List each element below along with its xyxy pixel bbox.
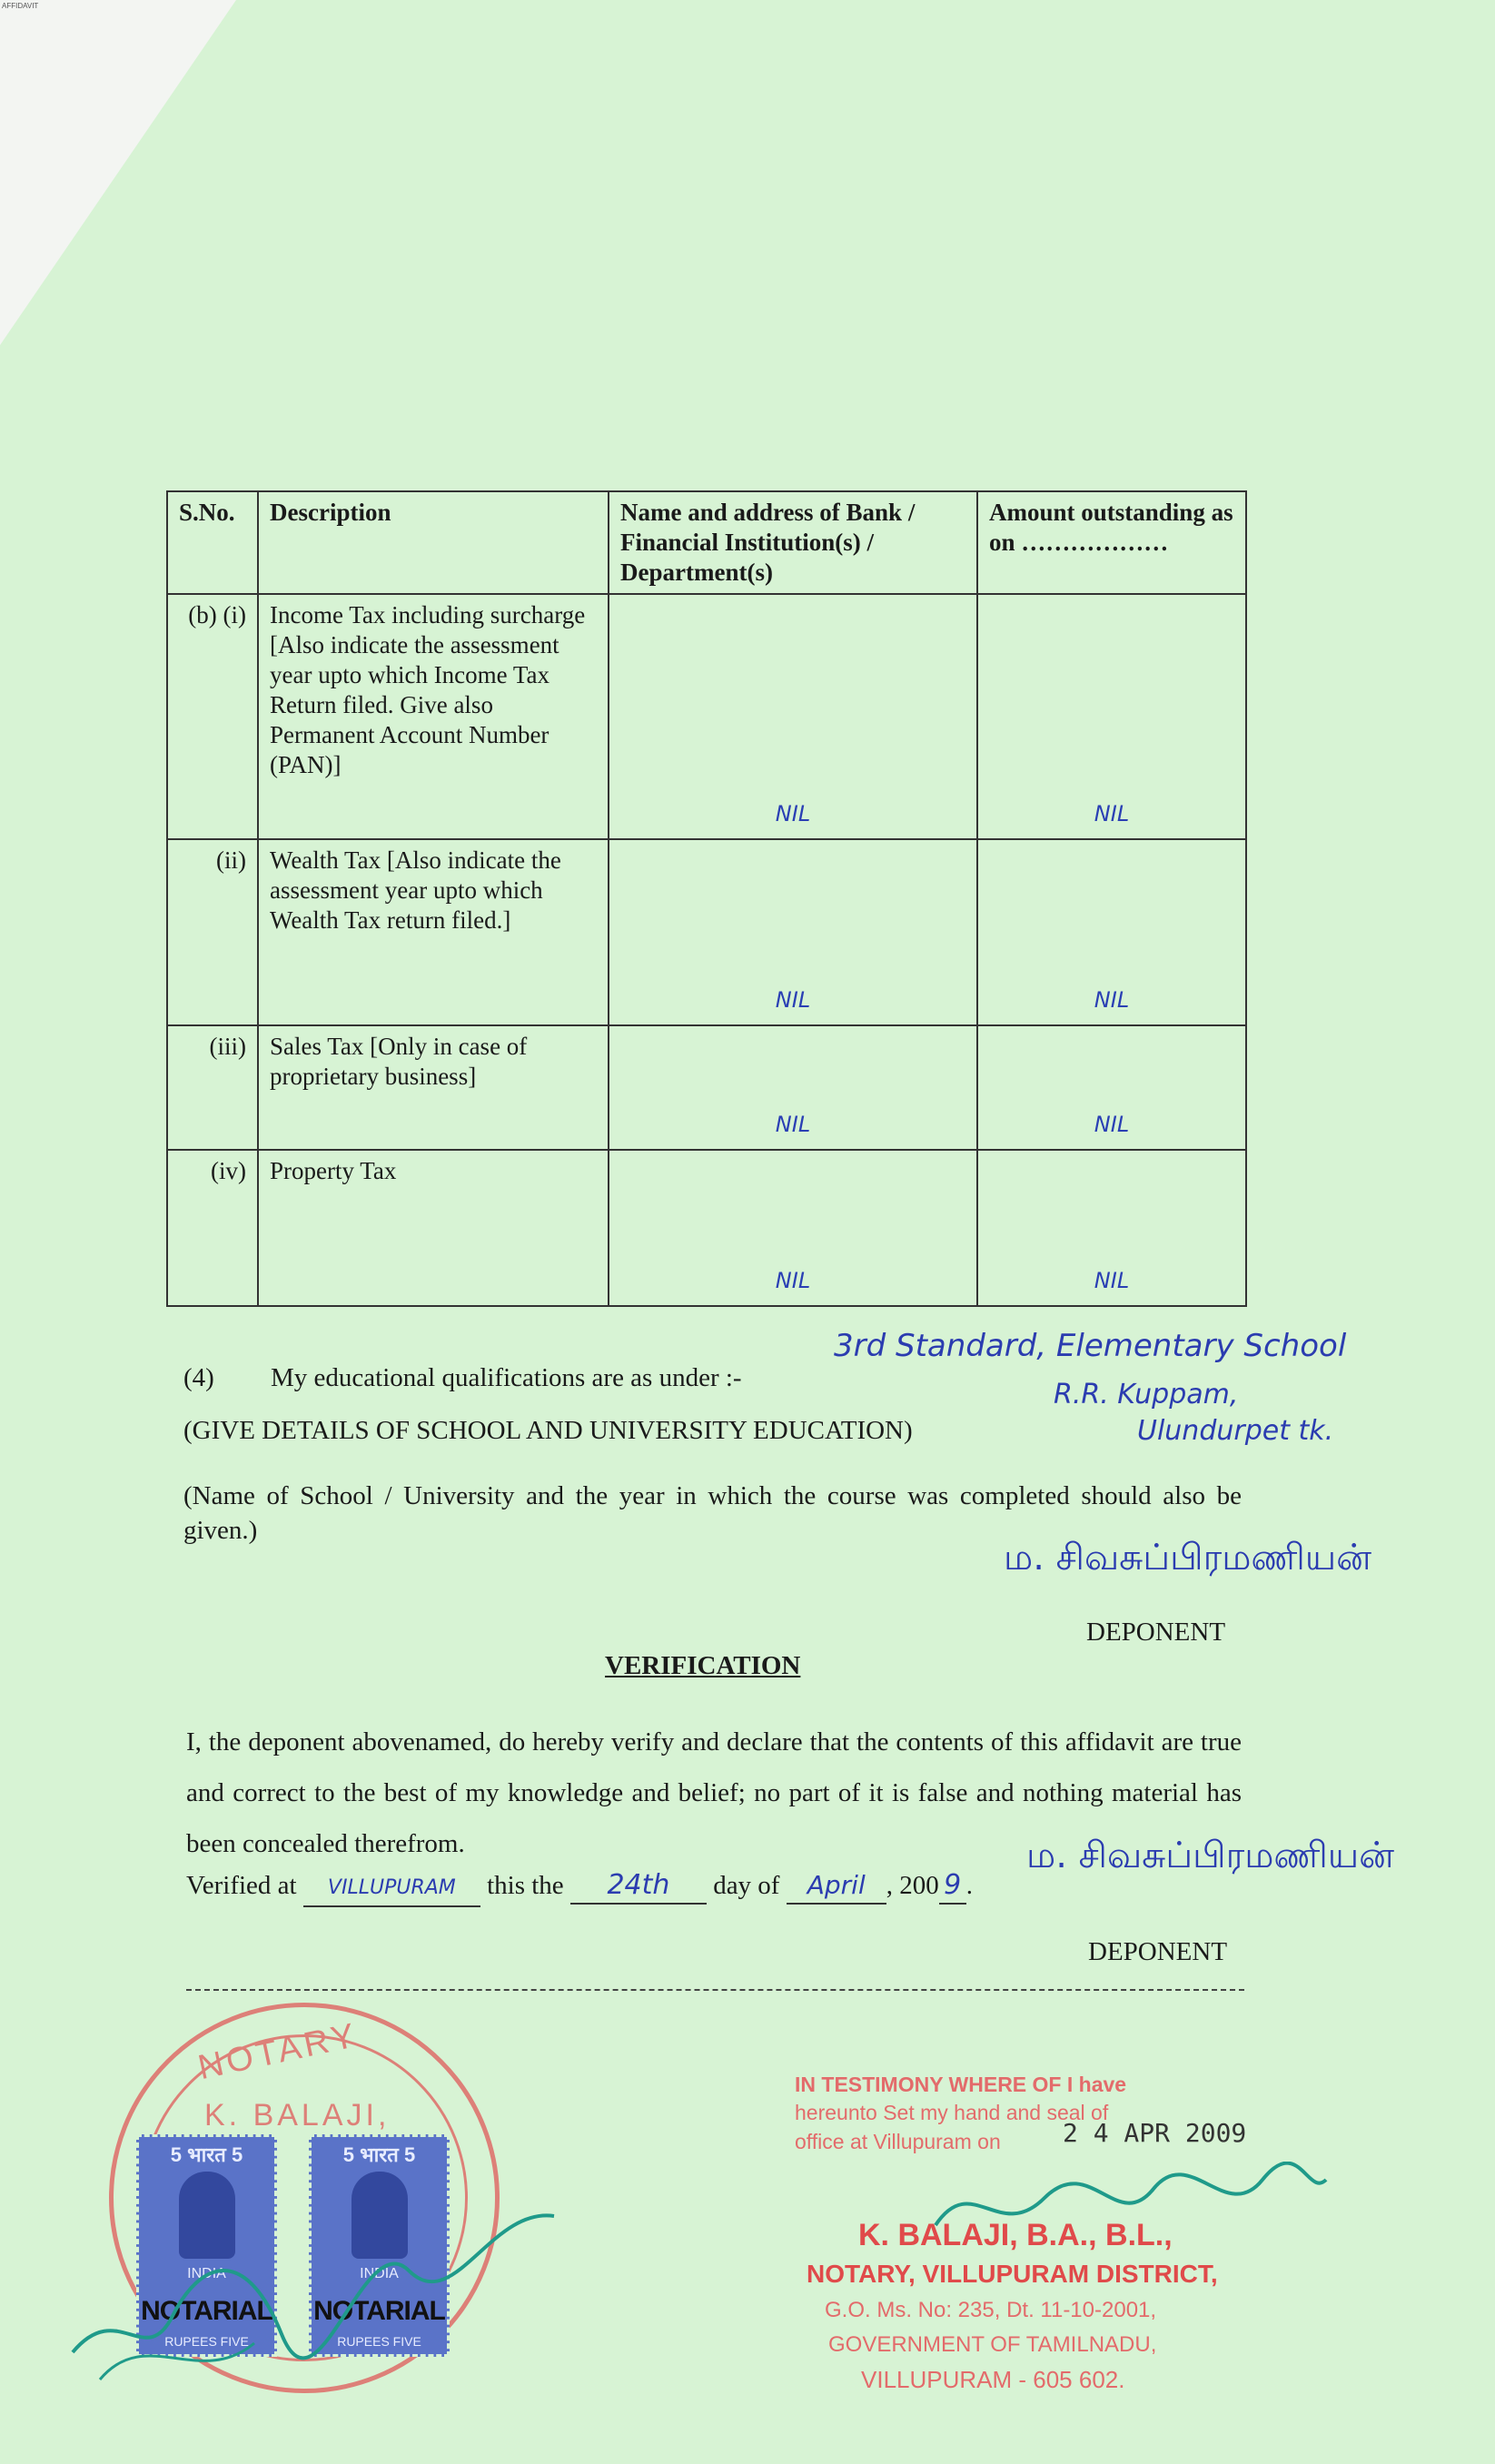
liabilities-table	[166, 490, 1247, 1307]
notary-government: GOVERNMENT OF TAMILNADU,	[828, 2332, 1157, 2357]
handwritten-nil: NIL	[775, 801, 811, 826]
notary-title: NOTARY, VILLUPURAM DISTRICT,	[807, 2260, 1218, 2288]
handwritten-education-line2: R.R. Kuppam,	[1054, 1379, 1239, 1410]
day-fill	[570, 1868, 707, 1905]
row-desc: Wealth Tax [Also indicate the assessment year upto which Wealth Tax return filed.]	[258, 839, 609, 1025]
handwritten-nil: NIL	[1094, 1112, 1130, 1137]
handwritten-education-line1: 3rd Standard, Elementary School	[834, 1328, 1347, 1364]
row-sno: (ii)	[167, 839, 258, 1025]
stamp-notarial-label: NOTARIAL	[313, 2296, 445, 2326]
verification-signature: ம. சிவசுப்பிரமணியன்	[1026, 1835, 1394, 1876]
place-fill	[303, 1868, 480, 1907]
table-header-row	[167, 491, 1246, 594]
verification-deponent-label: DEPONENT	[1088, 1937, 1228, 1966]
row-bank	[609, 1025, 977, 1150]
header-bank: Name and address of Bank / Financial Institution(s) / Department(s)	[609, 491, 977, 594]
row-amount	[977, 839, 1246, 1025]
folded-corner	[0, 0, 236, 345]
month-fill	[787, 1868, 886, 1905]
header-amount: Amount outstanding as on ………………	[977, 491, 1246, 594]
notary-go: G.O. Ms. No: 235, Dt. 11-10-2001,	[825, 2298, 1157, 2322]
year-prefix: , 200	[886, 1871, 939, 1900]
row-desc: Income Tax including surcharge [Also indicate the assessment year upto which Income Tax Return filed. Give also Permanent Account Number (PAN)]	[258, 594, 609, 839]
header-description: Description	[258, 491, 609, 594]
notary-testimony-line3: office at Villupuram on	[795, 2130, 1001, 2153]
notary-address: VILLUPURAM - 605 602.	[861, 2366, 1125, 2393]
row-sno: (b) (i)	[167, 594, 258, 839]
deponent-signature: ம. சிவசுப்பிரமணியன்	[1004, 1537, 1371, 1578]
stamp-rupees-label: RUPEES FIVE	[164, 2334, 249, 2349]
table-row	[167, 594, 1246, 839]
notary-testimony-line1: IN TESTIMONY WHERE OF I have	[795, 2073, 1127, 2096]
stamp-notarial-label: NOTARIAL	[141, 2296, 272, 2326]
header-sno: S.No.	[167, 491, 258, 594]
handwritten-nil: NIL	[1094, 801, 1130, 826]
handwritten-year-digit: 9	[944, 1869, 962, 1901]
notary-testimony-line2: hereunto Set my hand and seal of	[795, 2101, 1109, 2124]
row-desc: Sales Tax [Only in case of proprietary business]	[258, 1025, 609, 1150]
top-mark: AFFIDAVIT	[2, 2, 39, 10]
handwritten-month: April	[807, 1870, 866, 1900]
this-the-label: this the	[487, 1871, 564, 1900]
row-amount	[977, 1150, 1246, 1306]
handwritten-place: VILLUPURAM	[327, 1876, 456, 1899]
education-note: (Name of School / University and the year in which the course was completed should also be given.)	[183, 1481, 1242, 1545]
table-row	[167, 1025, 1246, 1150]
verification-title: VERIFICATION	[605, 1651, 801, 1680]
verified-at-line	[186, 1868, 973, 1907]
verified-at-label: Verified at	[186, 1871, 297, 1900]
seal-name-text: K. BALAJI,	[204, 2098, 391, 2132]
stamp-rupees-label: RUPEES FIVE	[337, 2334, 421, 2349]
day-of-label: day of	[713, 1871, 780, 1900]
notary-date: 2 4 APR 2009	[1063, 2118, 1247, 2148]
year-period: .	[965, 1871, 973, 1900]
stamp-value: 5 भारत 5	[170, 2143, 243, 2166]
verification-body: I, the deponent abovenamed, do hereby verify and declare that the contents of this affidavit are true and correct to the best of my knowledge and belief; no part of it is false and nothing material has been concealed therefrom.	[186, 1727, 1242, 1858]
handwritten-nil: NIL	[1094, 1268, 1130, 1293]
row-bank	[609, 594, 977, 839]
row-bank	[609, 1150, 977, 1306]
notary-name: K. BALAJI, B.A., B.L.,	[858, 2218, 1173, 2252]
handwritten-education-line3: Ulundurpet tk.	[1137, 1415, 1334, 1447]
stamp-value: 5 भारत 5	[342, 2143, 416, 2166]
handwritten-nil: NIL	[775, 987, 811, 1013]
deponent-label: DEPONENT	[1086, 1618, 1226, 1647]
seal-top-text: NOTARY	[194, 2015, 362, 2088]
handwritten-day: 24th	[607, 1869, 670, 1901]
row-sno: (iii)	[167, 1025, 258, 1150]
education-number: (4)	[183, 1363, 214, 1392]
notary-scribble-signature	[64, 2189, 572, 2398]
handwritten-nil: NIL	[775, 1112, 811, 1137]
row-desc: Property Tax	[258, 1150, 609, 1306]
education-text: My educational qualifications are as under :-	[271, 1363, 742, 1392]
education-give-details: (GIVE DETAILS OF SCHOOL AND UNIVERSITY EDUCATION)	[183, 1416, 913, 1445]
table-row	[167, 1150, 1246, 1306]
year-fill	[939, 1868, 966, 1905]
row-amount	[977, 1025, 1246, 1150]
stamp-india-label: INDIA	[360, 2266, 399, 2281]
handwritten-nil: NIL	[1094, 987, 1130, 1013]
row-amount	[977, 594, 1246, 839]
row-sno: (iv)	[167, 1150, 258, 1306]
stamp-india-label: INDIA	[187, 2266, 226, 2281]
row-bank	[609, 839, 977, 1025]
table-row	[167, 839, 1246, 1025]
handwritten-nil: NIL	[775, 1268, 811, 1293]
dashed-divider	[186, 1989, 1244, 1991]
